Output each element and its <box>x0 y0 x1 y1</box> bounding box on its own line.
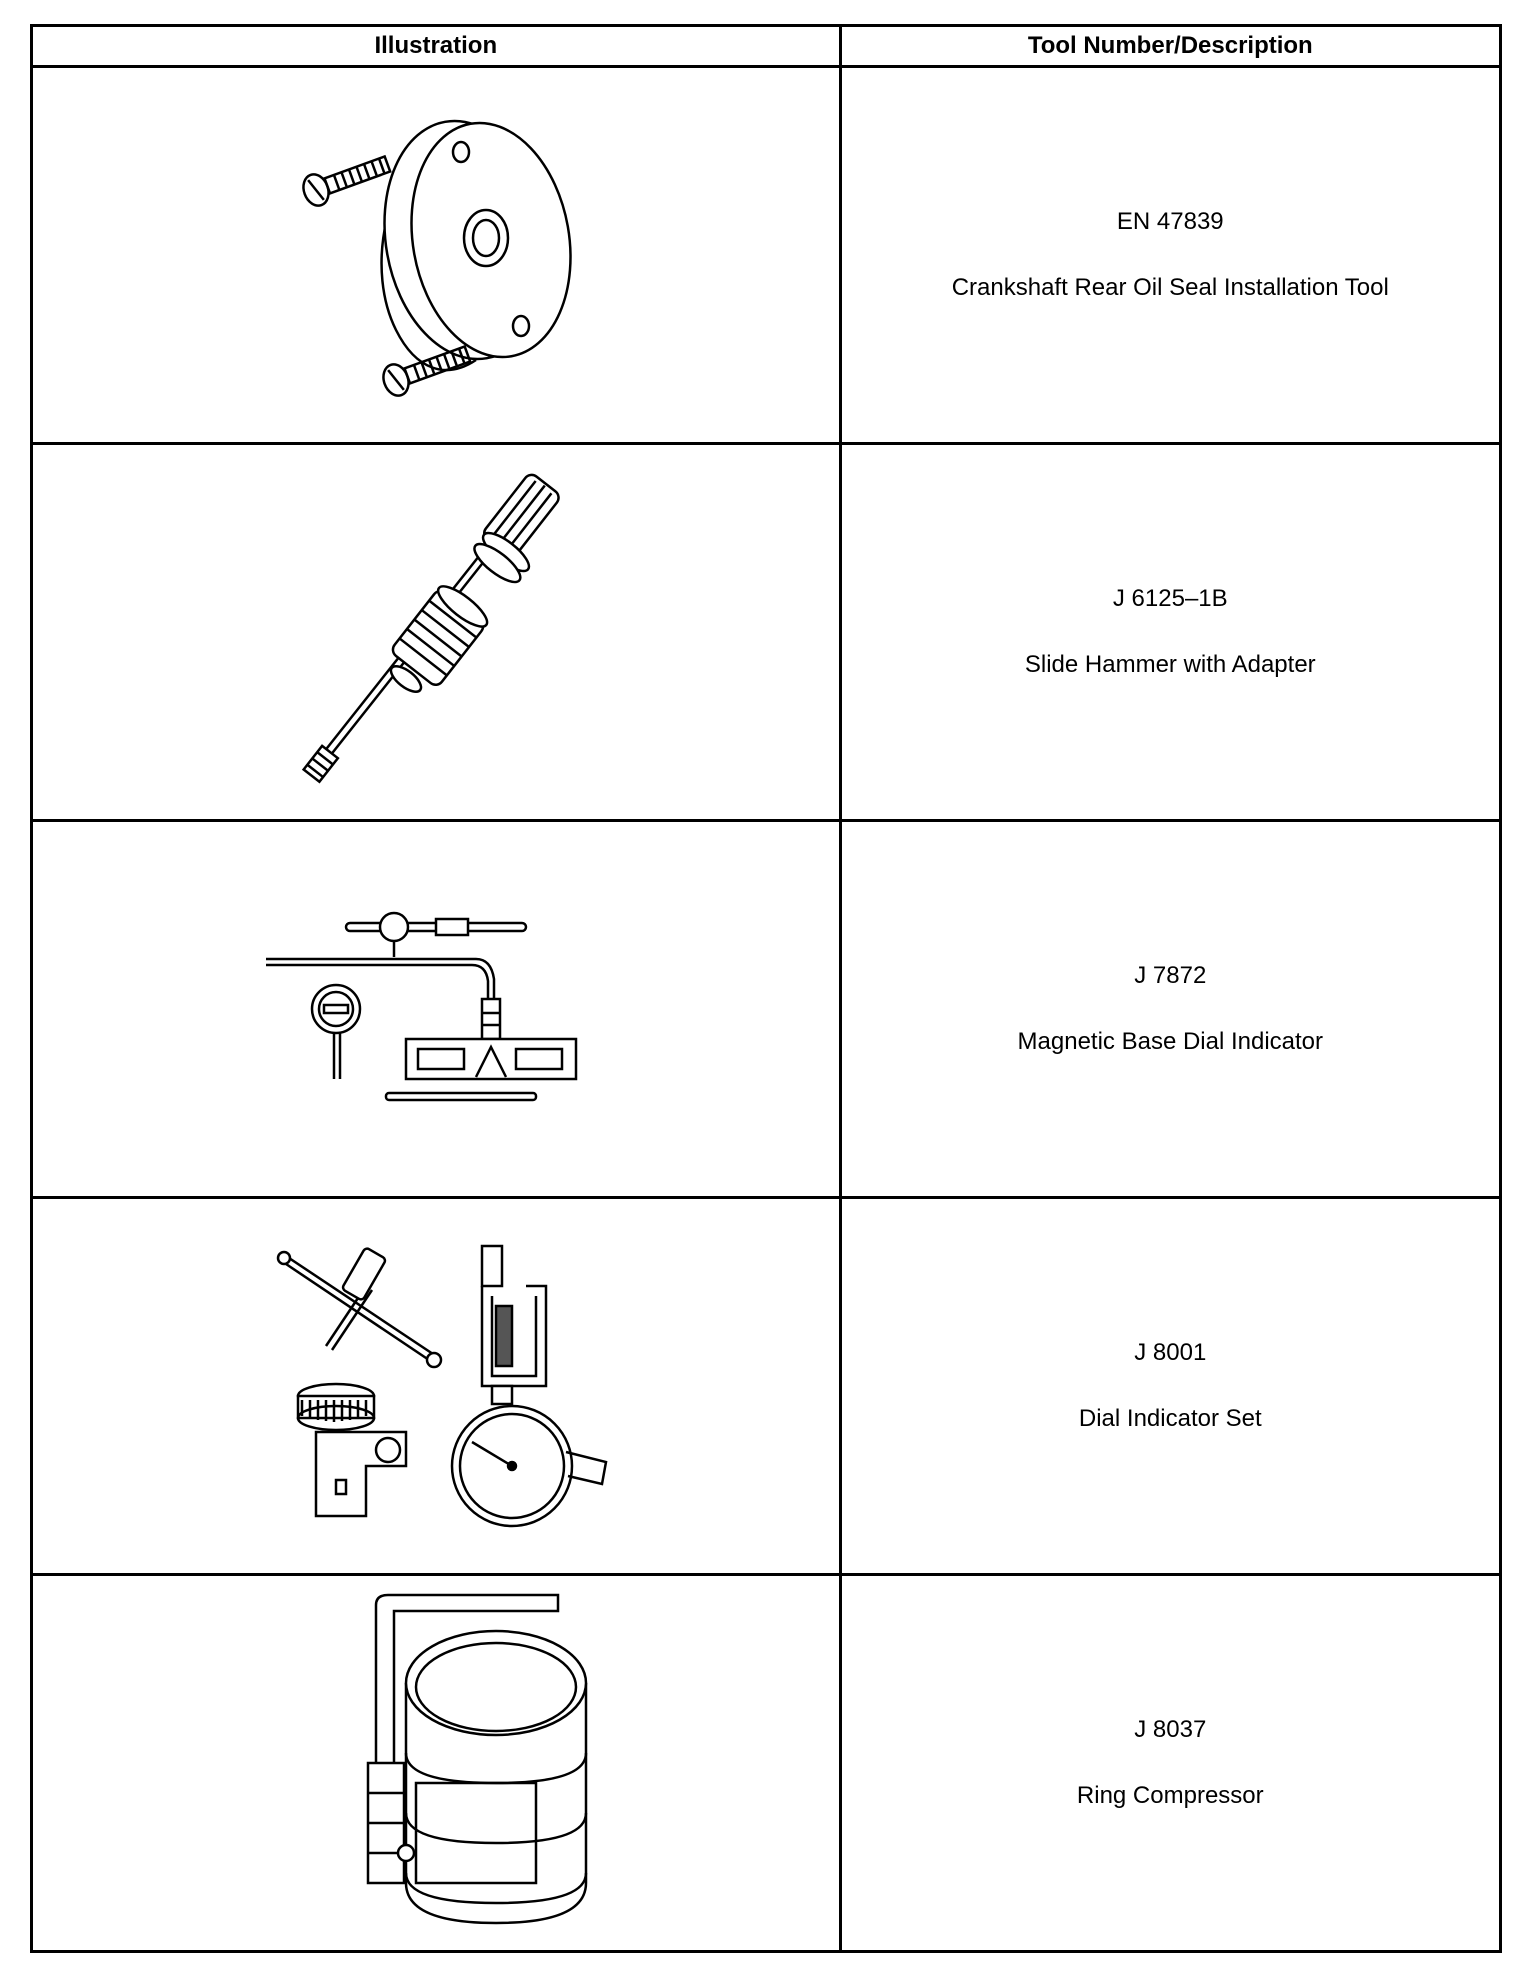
oil-seal-installer-icon <box>256 90 616 420</box>
tool-number: J 6125–1B <box>1112 585 1228 612</box>
table-row <box>32 67 1501 444</box>
tool-description: Crankshaft Rear Oil Seal Installation Tool <box>951 274 1389 301</box>
slide-hammer-icon <box>256 462 616 802</box>
table-row <box>32 1575 1501 1952</box>
description-cell <box>840 444 1500 821</box>
ring-compressor-icon <box>256 1583 616 1943</box>
table-row <box>32 1198 1501 1575</box>
illustration-cell <box>32 821 841 1198</box>
illustration-cell <box>32 67 841 444</box>
table-row <box>32 821 1501 1198</box>
tool-number: J 8037 <box>1134 1716 1207 1743</box>
tool-description: Slide Hammer with Adapter <box>1024 651 1316 678</box>
description-cell <box>840 821 1500 1198</box>
tool-description: Magnetic Base Dial Indicator <box>1017 1028 1324 1055</box>
header-illustration: Illustration <box>32 26 841 67</box>
tool-number: J 7872 <box>1134 962 1207 989</box>
tool-table <box>30 24 1502 1953</box>
description-cell <box>840 1198 1500 1575</box>
table-row <box>32 444 1501 821</box>
header-row <box>32 26 1501 67</box>
illustration-cell <box>32 444 841 821</box>
tool-description: Dial Indicator Set <box>1078 1405 1262 1432</box>
illustration-cell <box>32 1575 841 1952</box>
description-cell <box>840 1575 1500 1952</box>
illustration-cell <box>32 1198 841 1575</box>
tool-number: J 8001 <box>1134 1339 1207 1366</box>
magnetic-base-dial-indicator-icon <box>256 909 616 1109</box>
tool-number: EN 47839 <box>1116 208 1224 235</box>
dial-indicator-set-icon <box>256 1236 616 1536</box>
description-cell <box>840 67 1500 444</box>
header-tool-description: Tool Number/Description <box>840 26 1500 67</box>
tool-description: Ring Compressor <box>1076 1782 1264 1809</box>
